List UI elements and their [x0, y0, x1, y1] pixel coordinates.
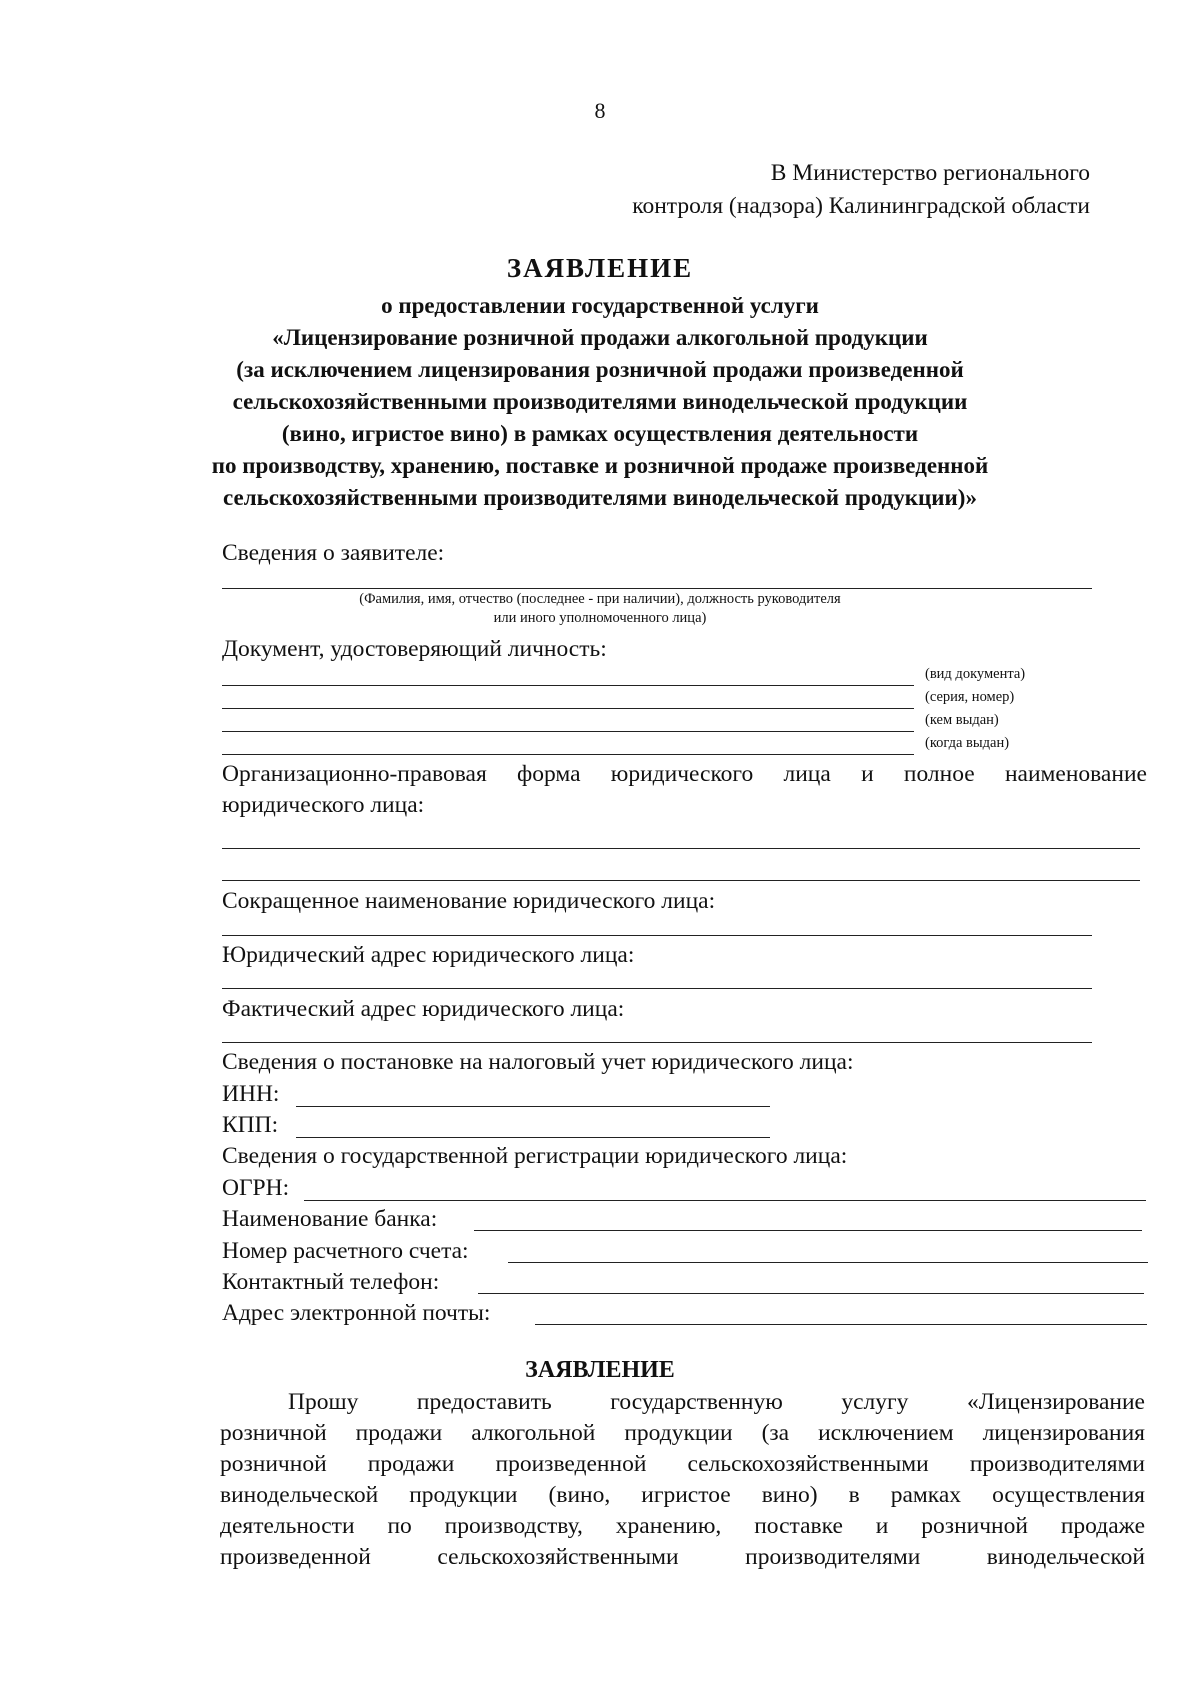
- legal-address-label: Юридический адрес юридического лица:: [222, 942, 635, 968]
- addressee-line-2: контроля (надзора) Калининградской области: [632, 193, 1090, 219]
- actual-address-label: Фактический адрес юридического лица:: [222, 996, 625, 1022]
- statement-line: винодельческой продукции (вино, игристое вино) в рамках осуществления: [220, 1482, 1145, 1508]
- statement-line: розничной продажи произведенной сельскохозяйственными производителями: [220, 1451, 1145, 1477]
- statement-line: произведенной сельскохозяйственными производителями винодельческой: [220, 1544, 1145, 1570]
- legal-form-word: форма: [517, 761, 581, 787]
- legal-address-field[interactable]: [222, 988, 1092, 989]
- heading-line: по производству, хранению, поставке и розничной продаже произведенной: [211, 453, 989, 478]
- doc-date-field[interactable]: [222, 754, 914, 755]
- inn-field[interactable]: [296, 1106, 770, 1107]
- legal-form-label-line-1: [222, 761, 1147, 788]
- legal-form-word: Организационно-правовая: [222, 761, 487, 787]
- doc-type-caption: (вид документа): [925, 666, 1026, 682]
- statement-line: Прошу предоставить государственную услугу «Лицензирование: [288, 1389, 1145, 1415]
- actual-address-field[interactable]: [222, 1042, 1092, 1043]
- heading-line: о предоставлении государственной услуги: [381, 293, 819, 318]
- bank-field[interactable]: [474, 1230, 1142, 1231]
- document-title: ЗАЯВЛЕНИЕ: [506, 253, 694, 283]
- email-field[interactable]: [535, 1324, 1147, 1325]
- legal-form-word: наименование: [1004, 761, 1147, 787]
- heading-line: (вино, игристое вино) в рамках осуществления деятельности: [281, 421, 919, 446]
- applicant-caption-2: или иного уполномоченного лица): [493, 610, 707, 626]
- heading-line: сельскохозяйственными производителями винодельческой продукции: [232, 389, 968, 414]
- email-label: Адрес электронной почты:: [222, 1300, 491, 1326]
- ogrn-field[interactable]: [304, 1200, 1146, 1201]
- registration-label: Сведения о государственной регистрации юридического лица:: [222, 1143, 848, 1169]
- statement-line: розничной продажи алкогольной продукции (за исключением лицензирования: [220, 1420, 1145, 1446]
- heading-line: (за исключением лицензирования розничной продажи произведенной: [236, 357, 964, 382]
- page-number: 8: [594, 98, 606, 123]
- heading-line: сельскохозяйственными производителями винодельческой продукции)»: [223, 485, 977, 510]
- inn-label: ИНН:: [222, 1081, 280, 1107]
- bank-label: Наименование банка:: [222, 1206, 438, 1232]
- applicant-label: Сведения о заявителе:: [222, 540, 445, 566]
- identity-doc-label: Документ, удостоверяющий личность:: [222, 636, 607, 662]
- tax-label: Сведения о постановке на налоговый учет юридического лица:: [222, 1049, 854, 1075]
- legal-form-word: и: [861, 761, 874, 787]
- doc-series-caption: (серия, номер): [925, 689, 1015, 705]
- doc-series-field[interactable]: [222, 708, 914, 709]
- doc-issuer-field[interactable]: [222, 731, 914, 732]
- legal-form-label-line-2: юридического лица:: [222, 792, 425, 818]
- addressee-line-1: В Министерство регионального: [770, 160, 1090, 186]
- doc-date-caption: (когда выдан): [925, 735, 1010, 751]
- account-field[interactable]: [508, 1262, 1148, 1263]
- legal-name-field-2[interactable]: [222, 880, 1140, 881]
- statement-title: ЗАЯВЛЕНИЕ: [525, 1357, 675, 1383]
- legal-form-word: юридического: [610, 761, 754, 787]
- legal-form-word: полное: [903, 761, 975, 787]
- legal-form-word: лица: [783, 761, 831, 787]
- applicant-name-field[interactable]: [222, 588, 1092, 589]
- kpp-field[interactable]: [296, 1137, 770, 1138]
- short-name-field[interactable]: [222, 935, 1092, 936]
- statement-line: деятельности по производству, хранению, поставке и розничной продаже: [220, 1513, 1145, 1539]
- doc-type-field[interactable]: [222, 685, 914, 686]
- short-name-label: Сокращенное наименование юридического лица:: [222, 888, 716, 914]
- phone-field[interactable]: [478, 1293, 1144, 1294]
- legal-name-field-1[interactable]: [222, 848, 1140, 849]
- applicant-caption-1: (Фамилия, имя, отчество (последнее - при наличии), должность руководителя: [359, 591, 841, 607]
- doc-issuer-caption: (кем выдан): [925, 712, 999, 728]
- phone-label: Контактный телефон:: [222, 1269, 440, 1295]
- kpp-label: КПП:: [222, 1112, 279, 1138]
- heading-line: «Лицензирование розничной продажи алкогольной продукции: [272, 325, 928, 350]
- account-label: Номер расчетного счета:: [222, 1238, 469, 1264]
- ogrn-label: ОГРН:: [222, 1175, 290, 1201]
